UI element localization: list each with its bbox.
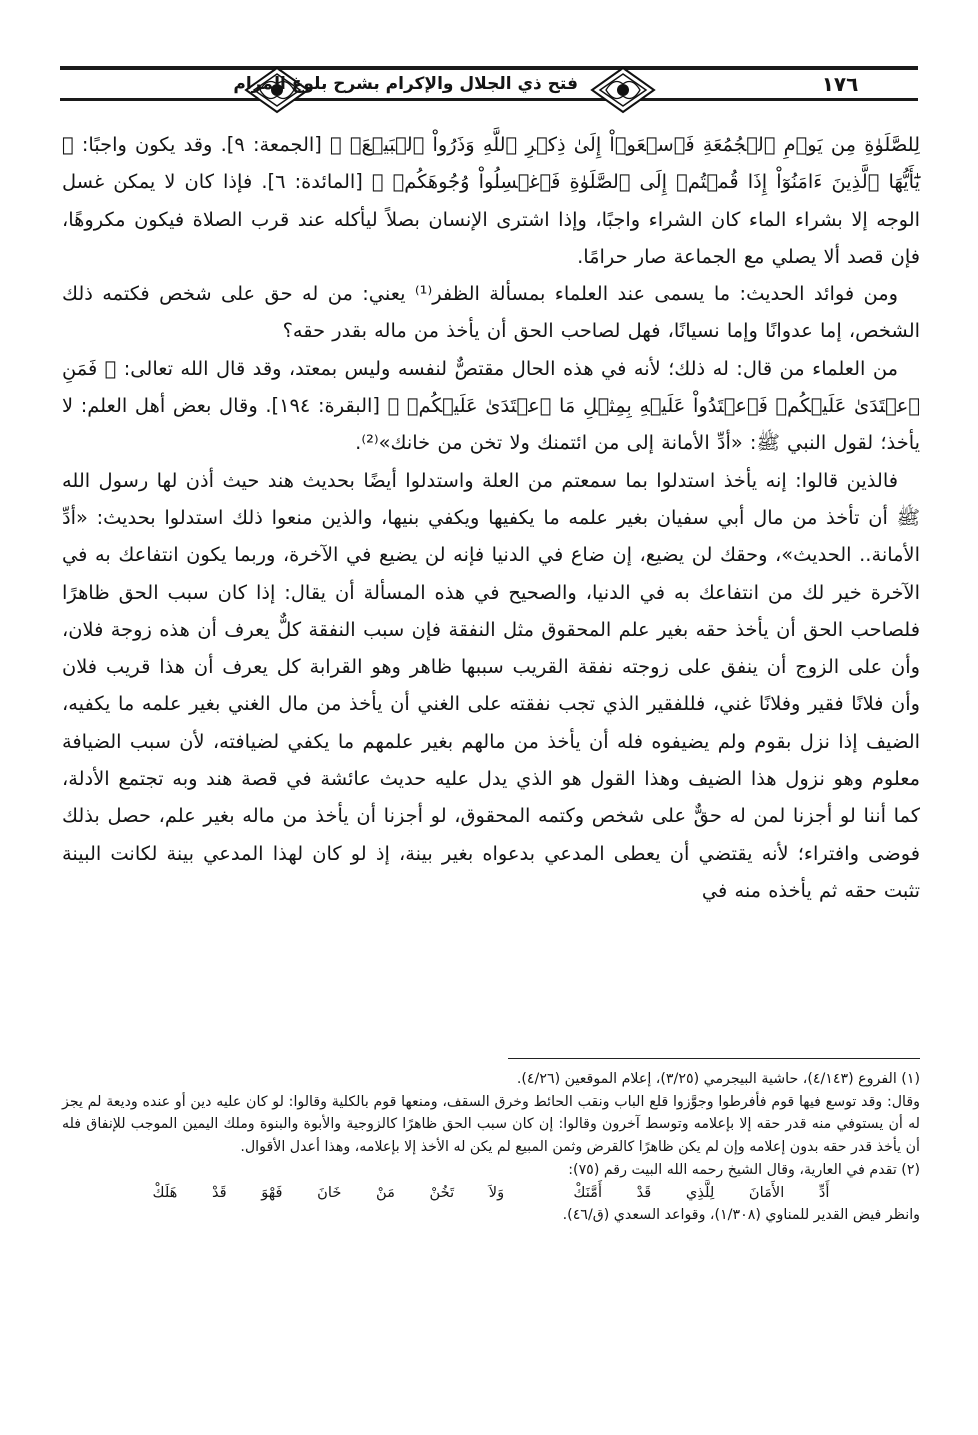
right-ornament-icon [588,66,658,114]
paragraph: لِلصَّلَوٰةِ مِن يَوۡمِ ٱلۡجُمُعَةِ فَٱسۡعَوۡاْ إِلَىٰ ذِكۡرِ ٱللَّهِ وَذَرُواْ ٱلۡبَيۡعَۚ ﴾ [الجمعة: ٩]. وقد يكون واجبًا: ﴿ يَٰٓأَيُّهَا ٱلَّذِينَ ءَامَنُوٓاْ إِذَا قُمۡتُمۡ إِلَى ٱلصَّلَوٰةِ فَٱغۡسِلُواْ وُجُوهَكُمۡ ﴾ [المائدة: ٦]. فإذا كان لا يمكن غسل الوجه إلا بشراء الماء كان الشراء واجبًا، وإذا اشترى الإنسان بصلاً ليأكله عند قرب الصلاة فيكون مكروهًا، فإن قصد ألا يصلي مع الجماعة صار حرامًا. [62,133,920,268]
header-rule-top [60,66,918,70]
main-text [62,126,920,909]
footnote-line: وقال: وقد توسع فيها قوم فأفرطوا وجوَّزوا قلع الباب ونقب الحائط وخرق السقف، ومنعها قوم بالكلية وقالوا: لو كان عليه دين أو عنده وديعة لم يجز له أن يستوفي منه قدر حقه إلا بإعلامه وتوسط آخرون وقالوا: إن كان سبب الحق ظاهرًا كالزوجية والأبوة والبنوة وملك اليمين الموجب للإنفاق فله أن يأخذ قدر حقه بدون إعلامه وإن لم يكن ظاهرًا كالقرض وثمن المبيع لم يكن له الأخذ إلا بإعلامه، وهذا أعدل الأقوال. [62,1093,920,1156]
footnote-line: (٢) تقدم في العارية، وقال الشيخ رحمه الله البيت رقم (٧٥): [568,1161,920,1178]
footnote-line: وانظر فيض القدير للمناوي (١/٣٠٨)، وقواعد السعدي (ق/٤٦). [562,1207,920,1224]
paragraph: ومن فوائد الحديث: ما يسمى عند العلماء بمسألة الظفر⁽¹⁾ يعني: من له حق على شخص فكتمه ذلك الشخص، إما عدوانًا وإما نسيانًا، فهل لصاحب الحق أن يأخذ من ماله بقدر حقه؟ [62,282,920,343]
paragraph: من العلماء من قال: له ذلك؛ لأنه في هذه الحال مقتصٌّ لنفسه وليس بمعتد، وقد قال الله تعالى: ﴿ فَمَنِ ٱعۡتَدَىٰ عَلَيۡكُمۡ فَٱعۡتَدُواْ عَلَيۡهِ بِمِثۡلِ مَا ٱعۡتَدَىٰ عَلَيۡكُمۡ ﴾ [البقرة: ١٩٤]. وقال بعض أهل العلم: لا يأخذ؛ لقول النبي ﷺ: «أدِّ الأمانة إلى من ائتمنك ولا تخن من خانك»⁽²⁾. [62,356,920,455]
running-title: فتح ذي الجلال والإكرام بشرح بلوغ المرام [233,74,578,94]
page-header [60,62,918,120]
page-number: ١٧٦ [821,72,859,96]
header-rule-bottom [60,98,918,101]
footnotes [62,1068,920,1227]
footnote-line: (١) الفروع (٤/١٤٣)، حاشية البيجرمي (٣/٢٥)، إعلام الموقعين (٤/٢٦). [516,1071,920,1087]
paragraph: فالذين قالوا: إنه يأخذ استدلوا بما سمعتم من العلة واستدلوا أيضًا بحديث هند حيث أذن لها رسول الله ﷺ أن تأخذ من مال أبي سفيان بغير علمه ما يكفيها ويكفي بنيها، والذين منعوا ذلك استدلوا بحديث: «أدِّ الأمانة.. الحديث»، وحقك لن يضيع، إن ضاع في الدنيا فإنه لن يضيع في الآخرة، وربما يكون انتفاعك به في الآخرة خير لك من انتفاعك به في الدنيا، والصحيح في هذه المسألة أن يقال: إذا كان سبب الحق ظاهرًا فلصاحب الحق أن يأخذ حقه بغير علم المحقوق مثل النفقة فإن سبب النفقة كلٌّ يعرف أن هذه زوجة فلان، وأن على الزوج أن ينفق على زوجته نفقة القريب سببها ظاهر وهو القرابة كل يعرف أن هذا قريب فلان وأن فلانًا فقير وفلانًا غني، فللفقير الذي تجب نفقته على الغني أن يأخذ من مال الغني بغير علمه ما يكفيه، الضيف إذا نزل بقوم ولم يضيفوه فله أن يأخذ من مالهم بغير علمهم ما يكفي لضيافته، لأن سبب الضيافة معلوم وهو نزول هذا الضيف وهذا القول هو الذي يدل عليه حديث عائشة في قصة هند وبه تجتمع الأدلة، كما أننا لو أجزنا لمن له حقٌّ على شخص وكتمه المحقوق، لو أجزنا أن يأخذ من ماله بغير علم، حصل بذلك فوضى وافتراء؛ لأنه يقتضي أن يعطى المدعي بدعواه بغير بينة، إذ لو كان لهذا المدعي بينة لكانت البينة تثبت حقه ثم يأخذه منه في [62,468,920,902]
footnote-verse: أَدِّ الأَمَانَ لِلَّذِي قَدْ أَمَّنَكْ ‌‌ وَلاَ تَخُنْ مَنْ خَانَ فَهْوَ قَدْ هَلَكْ [152,1183,830,1201]
footnote-separator [508,1058,920,1059]
